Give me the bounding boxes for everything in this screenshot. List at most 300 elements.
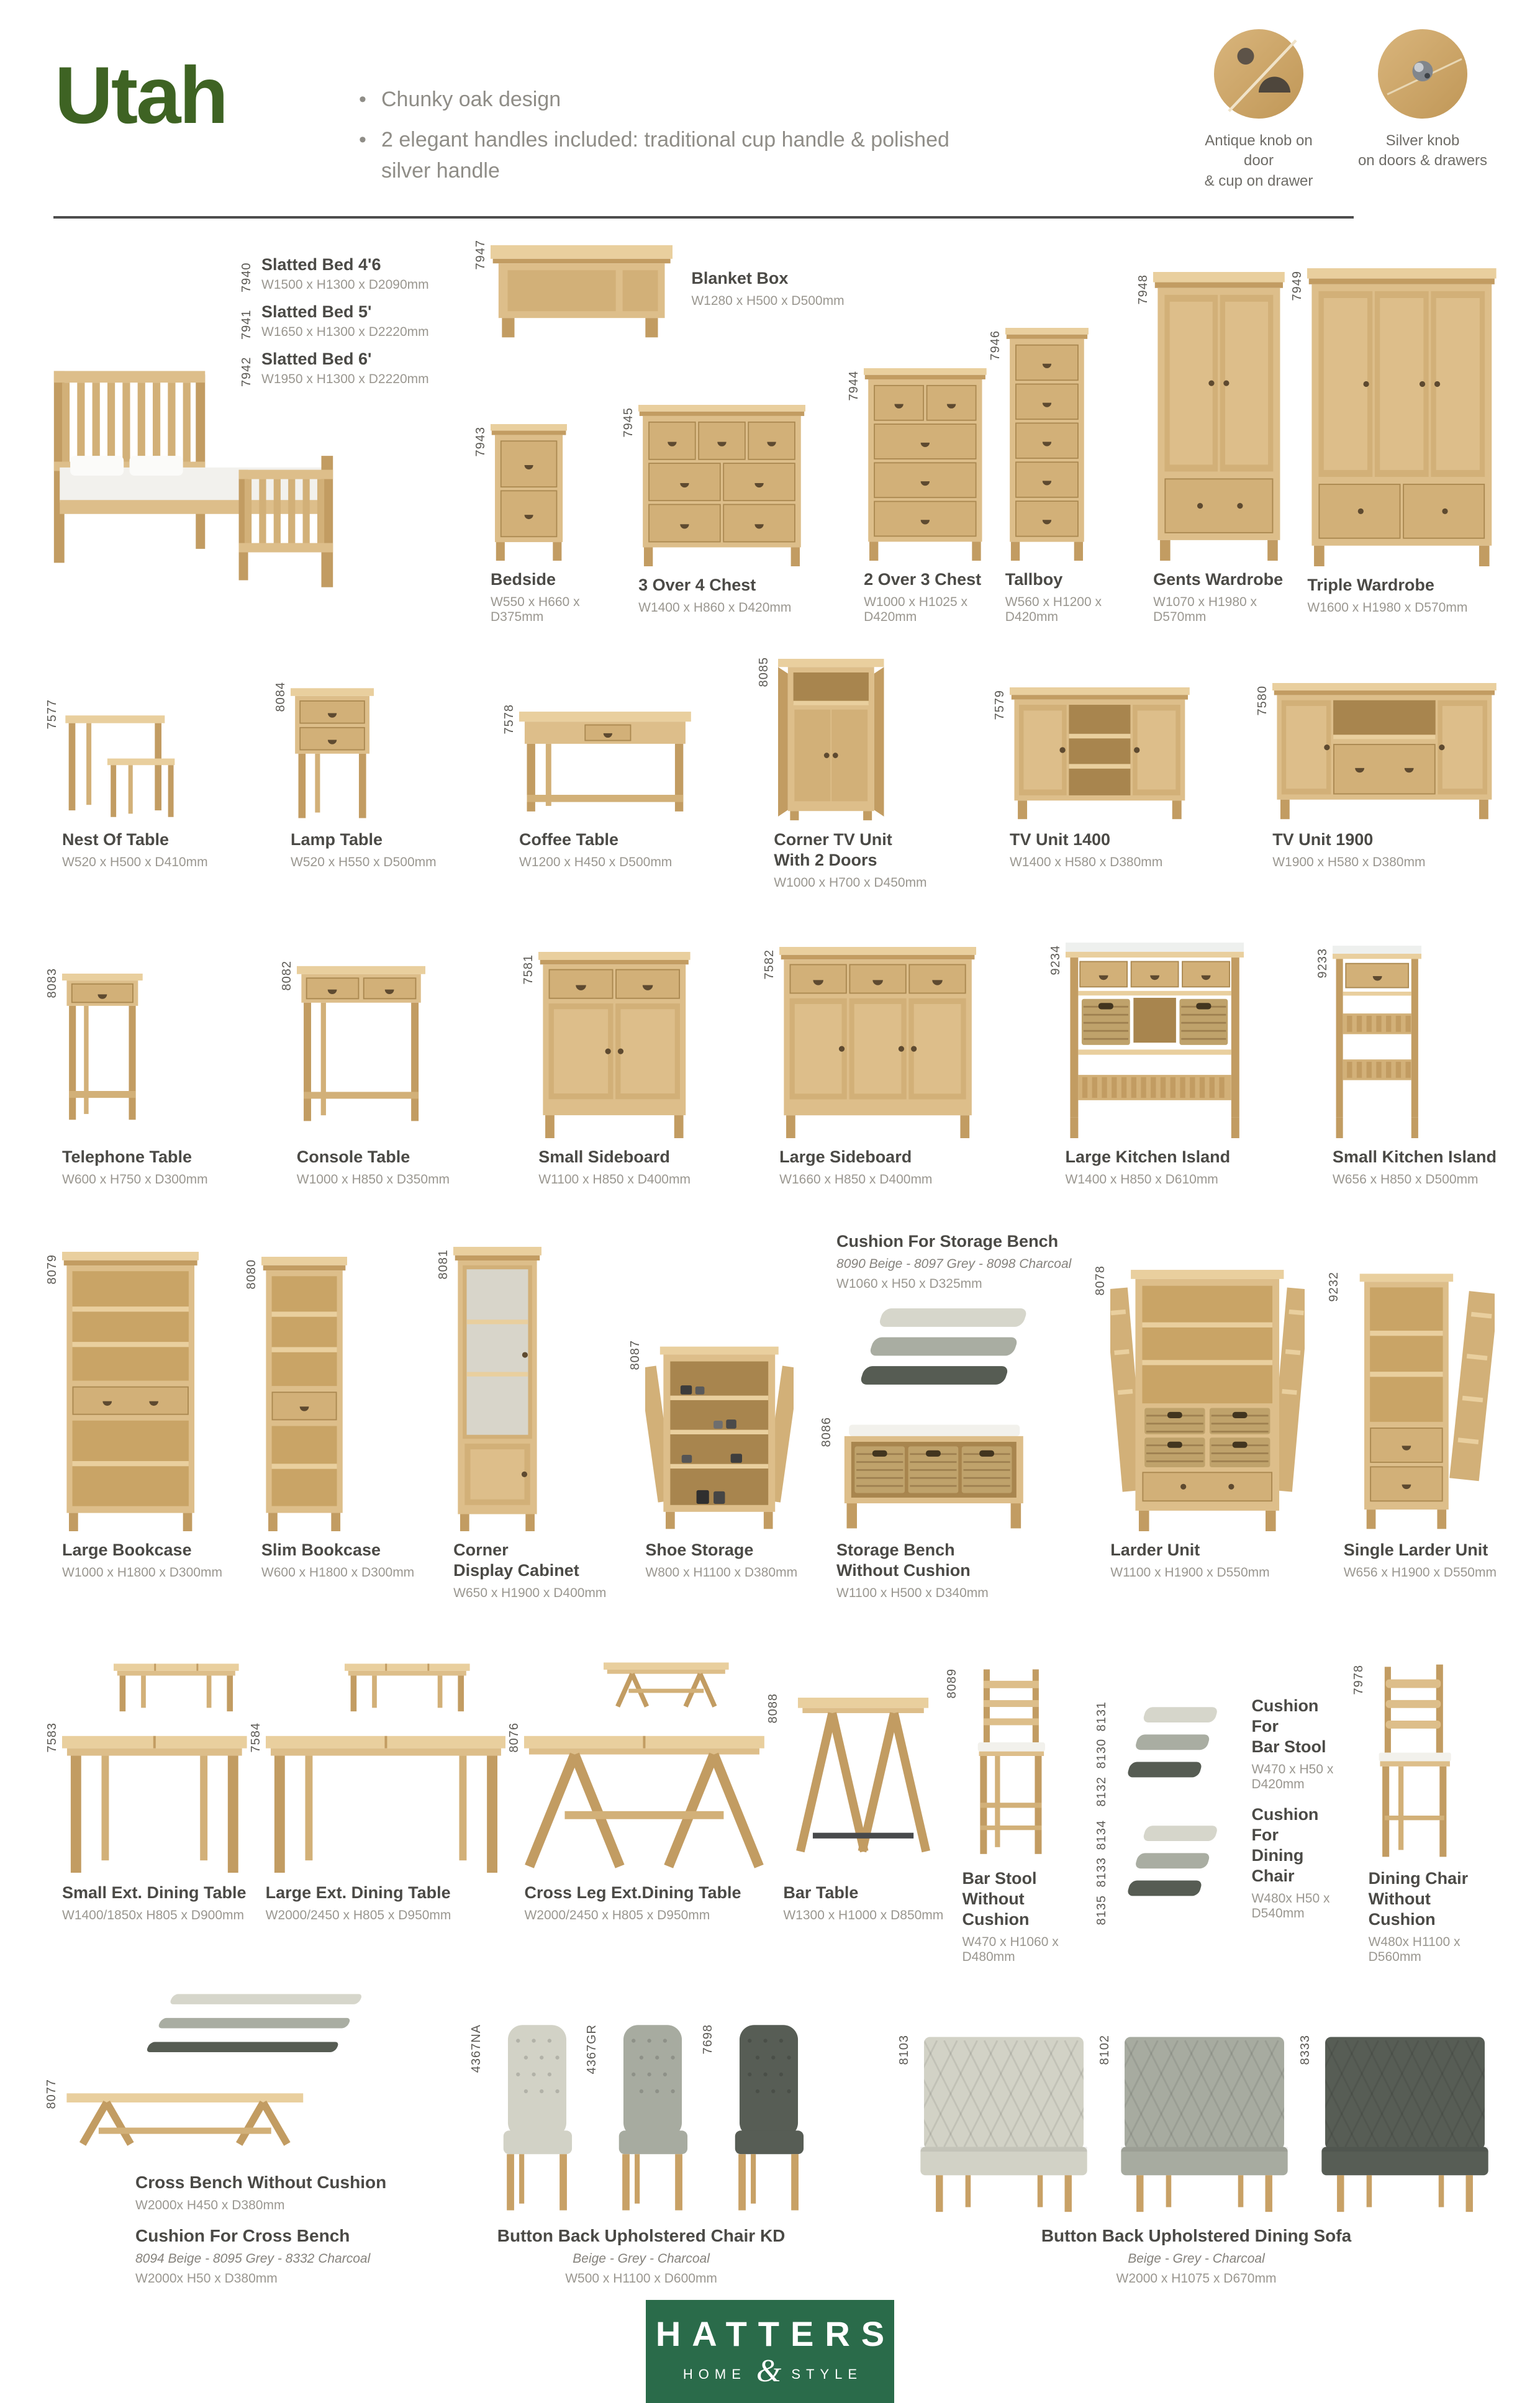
product-image: [988, 328, 1089, 561]
hatters-logo: [646, 2300, 894, 2403]
product-name: Coffee Table: [519, 830, 619, 849]
product-illustration: [1113, 2031, 1296, 2214]
product-code: 9233: [1315, 948, 1329, 979]
product-name: Storage Bench: [836, 1540, 955, 1559]
product-dimensions: W1100 x H1900 x D550mm: [1110, 1565, 1270, 1580]
product-card: [500, 702, 691, 915]
product-illustration: [716, 2021, 814, 2214]
product-card: [505, 1654, 764, 1965]
product-card-body: [279, 958, 450, 1199]
product-row: [43, 1231, 1497, 1622]
product-dimensions: W2000x H50 x D380mm: [135, 2271, 278, 2286]
product-card-body: [474, 237, 673, 340]
product-caption: [836, 1231, 1071, 1292]
product-code: 7577: [45, 699, 59, 730]
product-illustration: [519, 702, 691, 821]
product-code: 9234: [1048, 944, 1062, 975]
knob-figure: [1194, 27, 1324, 191]
product-code: 8103: [897, 2034, 911, 2065]
product-image: [757, 654, 889, 821]
product-name: Tallboy: [1005, 569, 1063, 589]
product-caption: [297, 1147, 450, 1199]
product-code: 8077: [45, 2078, 58, 2109]
product-image: [248, 1720, 506, 1874]
product-card-body: [45, 697, 208, 915]
product-image: [945, 1666, 1062, 1860]
product-dimensions: W656 x H850 x D500mm: [1332, 1172, 1479, 1187]
product-card: [243, 1257, 414, 1622]
product-dimensions: W1200 x H450 x D500mm: [519, 854, 673, 869]
knob-caption: [1194, 131, 1324, 191]
product-caption: [645, 1540, 797, 1622]
product-image: [1256, 683, 1497, 821]
product-illustration: [912, 2031, 1095, 2214]
product-name: Without Cushion: [836, 1560, 971, 1580]
product-code: 8082: [279, 960, 294, 991]
product-illustration: [484, 2021, 582, 2214]
product-card-body: [1315, 946, 1497, 1199]
product-image: [102, 1989, 376, 2066]
bed-size-text: [261, 302, 429, 340]
product-code: 8080: [244, 1259, 258, 1290]
product-illustration: [1005, 328, 1089, 561]
product-caption: [1251, 1696, 1349, 1792]
product-illustration: [783, 1691, 943, 1874]
product-illustration: [1113, 1701, 1233, 1787]
product-name: TV Unit 1400: [1009, 830, 1111, 849]
product-card: [896, 2031, 1497, 2286]
product-dimensions: W1950 x H1300 x D2220mm: [261, 371, 429, 386]
product-dimensions: W656 x H1900 x D550mm: [1343, 1565, 1497, 1580]
product-name: Dining Chair: [1251, 1845, 1304, 1885]
product-card: [1094, 1804, 1349, 1926]
product-image: [274, 679, 374, 821]
product-row: [43, 1989, 1497, 2286]
product-illustration: [1344, 1269, 1495, 1531]
product-variant-codes: Beige - Grey - Charcoal: [1128, 2251, 1265, 2266]
product-name: Bar Stool: [962, 1868, 1037, 1888]
product-code: 7948: [1136, 274, 1151, 305]
antique-knob-photo: [1212, 27, 1305, 120]
handle-options: [1194, 27, 1488, 191]
product-variant-row: [896, 2031, 1497, 2214]
product-caption: [783, 1883, 943, 1965]
product-name: Blanket Box: [691, 268, 789, 287]
product-card-body: [820, 1414, 1030, 1622]
product-card: [1047, 943, 1244, 1199]
product-illustration: [62, 1252, 199, 1531]
product-image: [45, 1720, 247, 1874]
product-dimensions: W1600 x H1980 x D570mm: [1307, 600, 1468, 615]
collection-title: Utah: [55, 50, 227, 140]
product-card-body: [45, 966, 208, 1199]
product-dimensions: W500 x H1100 x D600mm: [565, 2271, 717, 2286]
product-card: [272, 679, 437, 915]
product-card-body: [1136, 272, 1289, 625]
product-card-body: [248, 1654, 506, 1965]
product-dimensions: W2000/2450 x H805 x D950mm: [265, 1907, 451, 1922]
product-caption: [1251, 1804, 1349, 1921]
product-row: [43, 943, 1497, 1199]
product-name: Bar Stool: [1251, 1737, 1326, 1757]
product-code: 8078: [1094, 1265, 1108, 1296]
product-image: [628, 1337, 794, 1531]
product-image: [43, 348, 346, 621]
product-illustration: [1066, 943, 1244, 1138]
product-variant: [700, 2021, 814, 2214]
product-image: [437, 1247, 541, 1531]
product-caption: [1272, 830, 1425, 915]
product-card-body: [628, 1337, 798, 1622]
product-caption: [1041, 2225, 1351, 2286]
product-illustration: [102, 1989, 376, 2066]
product-caption: [62, 1540, 222, 1622]
product-card-body: [1048, 943, 1244, 1199]
product-dimensions: W1070 x H1980 x D570mm: [1153, 594, 1257, 624]
product-code: 7580: [1256, 685, 1270, 716]
product-name: Without Cushion: [1368, 1889, 1436, 1929]
product-card: [278, 958, 450, 1199]
product-name: Display Cabinet: [453, 1560, 579, 1580]
product-caption: [1010, 830, 1162, 915]
product-name: Bar Table: [783, 1883, 859, 1902]
feature-item: [353, 84, 961, 115]
product-name: Console Table: [296, 1147, 410, 1166]
product-illustration: [1110, 1263, 1305, 1531]
product-image: [45, 697, 178, 821]
product-caption: [1369, 1868, 1497, 1965]
product-caption: [1110, 1540, 1269, 1622]
product-name: 2 Over 3 Chest: [864, 569, 982, 589]
product-caption-column: [1251, 1804, 1349, 1921]
product-illustration: [43, 348, 346, 621]
product-card: [520, 952, 691, 1199]
product-card-body: [836, 1231, 1071, 1400]
product-variant: [585, 2021, 698, 2214]
product-name: Nest Of Table: [62, 830, 170, 849]
product-image: [847, 368, 987, 561]
product-code: 8087: [628, 1339, 643, 1370]
feature-list: [353, 84, 961, 196]
product-caption: [62, 830, 208, 915]
product-card: [764, 1691, 943, 1965]
product-name: Single Larder Unit: [1343, 1540, 1488, 1559]
product-illustration: [774, 654, 889, 821]
product-code: 7581: [522, 954, 536, 985]
product-image: [1048, 943, 1244, 1138]
product-card: [1092, 1263, 1305, 1622]
product-caption-column: [691, 268, 844, 309]
product-code: 7698: [700, 2024, 715, 2055]
product-variant: [469, 2021, 582, 2214]
bed-size-option: [240, 349, 429, 387]
product-name: Cushion For: [1251, 1696, 1319, 1736]
product-variant-codes: 8090 Beige - 8097 Grey - 8098 Charcoal: [836, 1256, 1072, 1271]
product-code: 7945: [622, 407, 636, 438]
product-illustration: [62, 2074, 308, 2160]
product-code: 7584: [248, 1722, 263, 1753]
product-illustration: [114, 1654, 239, 1714]
product-illustration: [962, 1666, 1062, 1860]
product-row: [43, 654, 1497, 915]
product-caption: [1153, 569, 1289, 625]
product-illustration: [600, 2021, 698, 2214]
product-code: 7941: [240, 309, 253, 340]
product-caption: [1333, 1147, 1497, 1199]
product-card: [943, 1666, 1094, 1965]
product-name: With 2 Doors: [774, 850, 877, 869]
product-illustration: [345, 1654, 470, 1714]
product-code: 8085: [757, 656, 771, 687]
page-header: [0, 0, 1540, 196]
product-image: [345, 1654, 470, 1714]
product-illustration: [836, 1414, 1030, 1531]
product-card: [987, 328, 1135, 625]
bed-size-text: [261, 349, 429, 387]
product-code-list: [1095, 1701, 1109, 1807]
knob-caption: [1357, 131, 1488, 171]
product-code: 8076: [507, 1722, 522, 1753]
product-name: Small Kitchen Island: [1332, 1147, 1497, 1166]
product-name: Large Bookcase: [62, 1540, 192, 1559]
product-illustration: [491, 237, 673, 340]
product-card-body: [992, 687, 1190, 915]
product-name: Slim Bookcase: [261, 1540, 381, 1559]
product-dimensions: W470 x H1060 x D480mm: [962, 1934, 1059, 1964]
product-dimensions: W1000 x H700 x D450mm: [774, 875, 927, 890]
product-caption: [291, 830, 437, 915]
product-image: [1094, 1263, 1305, 1531]
product-name: Slatted Bed 4'6: [261, 255, 381, 274]
product-name: Small Sideboard: [538, 1147, 670, 1166]
product-card-body: [1094, 1263, 1305, 1622]
product-illustration: [453, 1247, 541, 1531]
product-illustration: [266, 1720, 506, 1874]
product-name: Large Ext. Dining Table: [265, 1883, 451, 1902]
product-code: 8086: [820, 1416, 834, 1447]
product-code: 4367GR: [585, 2024, 599, 2075]
product-illustration: [1113, 1820, 1233, 1906]
product-caption: [491, 569, 580, 625]
product-image: [474, 424, 567, 561]
product-code: 8133: [1095, 1857, 1109, 1888]
product-variant: [1298, 2031, 1497, 2214]
product-image: [1351, 1662, 1460, 1860]
product-dimensions: W480x H1100 x D560mm: [1368, 1934, 1461, 1964]
page-footer: [0, 2300, 1540, 2403]
product-caption: [779, 1147, 932, 1199]
product-card: [435, 1247, 606, 1622]
product-image: [502, 702, 691, 821]
product-caption: [1005, 569, 1135, 625]
feature-item: [353, 125, 961, 186]
product-dimensions: W1100 x H850 x D400mm: [538, 1172, 691, 1187]
product-card-body: [1351, 1662, 1497, 1965]
product-dimensions: W1400/1850x H805 x D900mm: [62, 1907, 244, 1922]
product-name: Bedside: [491, 569, 556, 589]
product-name: Cushion For Storage Bench: [836, 1231, 1059, 1251]
product-row: [43, 237, 1497, 625]
product-illustration: [491, 424, 567, 561]
product-card: [1325, 1269, 1497, 1622]
product-image: [45, 2074, 308, 2160]
product-code: 7943: [474, 426, 487, 457]
product-code: 8135: [1095, 1894, 1109, 1926]
bed-size-options: [240, 255, 429, 387]
logo-style: STYLE: [791, 2366, 863, 2382]
product-dimensions: W1400 x H580 x D380mm: [1009, 854, 1163, 869]
product-caption: [538, 1147, 691, 1199]
product-caption: [135, 2225, 370, 2286]
product-group: [818, 1231, 1071, 1622]
product-code: 7946: [988, 330, 1002, 361]
product-caption: [497, 2225, 786, 2286]
product-image: [114, 1654, 239, 1714]
product-name: Lamp Table: [291, 830, 383, 849]
product-image: [1290, 268, 1497, 566]
product-dimensions: W560 x H1200 x D420mm: [1005, 594, 1102, 624]
product-illustration: [864, 368, 987, 561]
product-image: [836, 1301, 1033, 1400]
header-divider: [53, 216, 1354, 219]
product-name: Gents Wardrobe: [1153, 569, 1284, 589]
product-code: 8102: [1098, 2034, 1112, 2065]
product-illustration: [62, 1720, 247, 1874]
bed-size-text: [261, 255, 429, 292]
product-name: Without Cushion: [962, 1889, 1030, 1929]
product-dimensions: W600 x H750 x D300mm: [62, 1172, 208, 1187]
product-code: 8131: [1095, 1701, 1109, 1732]
product-illustration: [1272, 683, 1497, 821]
product-code: 8088: [766, 1693, 781, 1724]
product-card: [620, 405, 805, 625]
product-name: Triple Wardrobe: [1307, 575, 1434, 594]
product-illustration: [779, 947, 976, 1138]
product-group: [1094, 1696, 1349, 1926]
product-dimensions: W1280 x H500 x D500mm: [691, 293, 845, 308]
product-row: [43, 1654, 1497, 1965]
product-image: [45, 966, 143, 1138]
product-card: [818, 1414, 1030, 1622]
knob-caption-line: & cup on drawer: [1204, 172, 1313, 189]
product-caption: [1066, 1147, 1231, 1199]
product-image: [820, 1414, 1030, 1531]
product-dimensions: W520 x H550 x D500mm: [291, 854, 437, 869]
logo-home: HOME: [682, 2366, 746, 2382]
feature-text: Chunky oak design: [381, 88, 561, 111]
product-name: Telephone Table: [62, 1147, 192, 1166]
product-card-body: [274, 679, 437, 915]
product-caption-column: [1251, 1696, 1349, 1792]
product-illustration: [836, 1301, 1033, 1400]
product-card-body: [1326, 1269, 1497, 1622]
knob-caption-line: Antique knob on door: [1205, 132, 1313, 170]
product-dimensions: W600 x H1800 x D300mm: [261, 1565, 415, 1580]
product-card-body: [502, 702, 691, 915]
product-card: [845, 368, 987, 625]
product-dimensions: W800 x H1100 x D380mm: [645, 1565, 798, 1580]
logo-ampersand: &: [756, 2353, 782, 2389]
product-name: Shoe Storage: [645, 1540, 754, 1559]
product-dimensions: W1000 x H1025 x D420mm: [864, 594, 968, 624]
product-code: 8132: [1095, 1776, 1109, 1807]
product-card: [991, 687, 1190, 915]
product-card: [472, 424, 580, 625]
product-card-body: [522, 952, 691, 1199]
product-name: Large Kitchen Island: [1065, 1147, 1231, 1166]
product-dimensions: W1660 x H850 x D400mm: [779, 1172, 933, 1187]
catalog-body: [0, 237, 1540, 2286]
product-code: 7978: [1351, 1664, 1366, 1695]
product-name: Corner TV Unit: [774, 830, 892, 849]
product-name: Cross Bench Without Cushion: [135, 2172, 387, 2192]
product-card-body: [45, 1654, 247, 1965]
product-image: [1315, 946, 1421, 1138]
knob-figure: [1357, 27, 1488, 191]
product-caption: [524, 1883, 741, 1965]
product-code: 7944: [847, 370, 861, 401]
product-dimensions: W2000 x H1075 x D670mm: [1116, 2271, 1277, 2286]
product-name: Dining Chair: [1368, 1868, 1469, 1888]
product-code: 8084: [274, 681, 288, 712]
bed-size-option: [240, 302, 429, 340]
product-dimensions: W1300 x H1000 x D850mm: [783, 1907, 944, 1922]
product-illustration: [604, 1654, 729, 1714]
product-code: 7583: [45, 1722, 59, 1753]
product-code: 7942: [240, 356, 253, 387]
product-image: [1326, 1269, 1495, 1531]
product-caption: [62, 1147, 208, 1199]
product-variant: [897, 2031, 1095, 2214]
product-illustration: [1313, 2031, 1497, 2214]
product-caption: [1307, 575, 1467, 625]
product-group: [472, 368, 987, 625]
product-card: [627, 1337, 797, 1622]
product-card: [1350, 1662, 1497, 1965]
product-image: [763, 947, 976, 1138]
silver-knob-photo: [1376, 27, 1469, 120]
product-dimensions: W1400 x H850 x D610mm: [1065, 1172, 1218, 1187]
product-name: Larder Unit: [1110, 1540, 1200, 1559]
product-caption: [266, 1883, 451, 1965]
product-card-body: [763, 947, 976, 1199]
product-dimensions: W550 x H660 x D375mm: [491, 594, 580, 624]
product-illustration: [291, 679, 374, 821]
product-image: [1136, 272, 1285, 561]
product-card: [43, 966, 208, 1199]
product-caption: [453, 1540, 606, 1622]
product-card: [43, 697, 208, 915]
product-image: [766, 1691, 943, 1874]
product-dimensions: W1400 x H860 x D420mm: [638, 600, 792, 615]
product-card-body: [474, 424, 580, 625]
product-illustration: [1307, 268, 1497, 566]
product-caption: [836, 1540, 989, 1622]
product-image: [1095, 1701, 1233, 1807]
product-card-body: [1095, 1701, 1233, 1807]
product-card: [818, 1231, 1071, 1400]
product-code: 8130: [1095, 1739, 1109, 1769]
product-dimensions: W1000 x H850 x D350mm: [296, 1172, 450, 1187]
product-name: Large Sideboard: [779, 1147, 912, 1166]
product-code: 8333: [1298, 2034, 1312, 2065]
product-code: 7947: [474, 239, 487, 270]
product-card-body: [507, 1654, 764, 1965]
bed-size-option: [240, 255, 429, 292]
logo-brand: HATTERS: [655, 2314, 896, 2354]
product-code: 8083: [45, 967, 59, 998]
product-card-body: [1290, 268, 1497, 625]
